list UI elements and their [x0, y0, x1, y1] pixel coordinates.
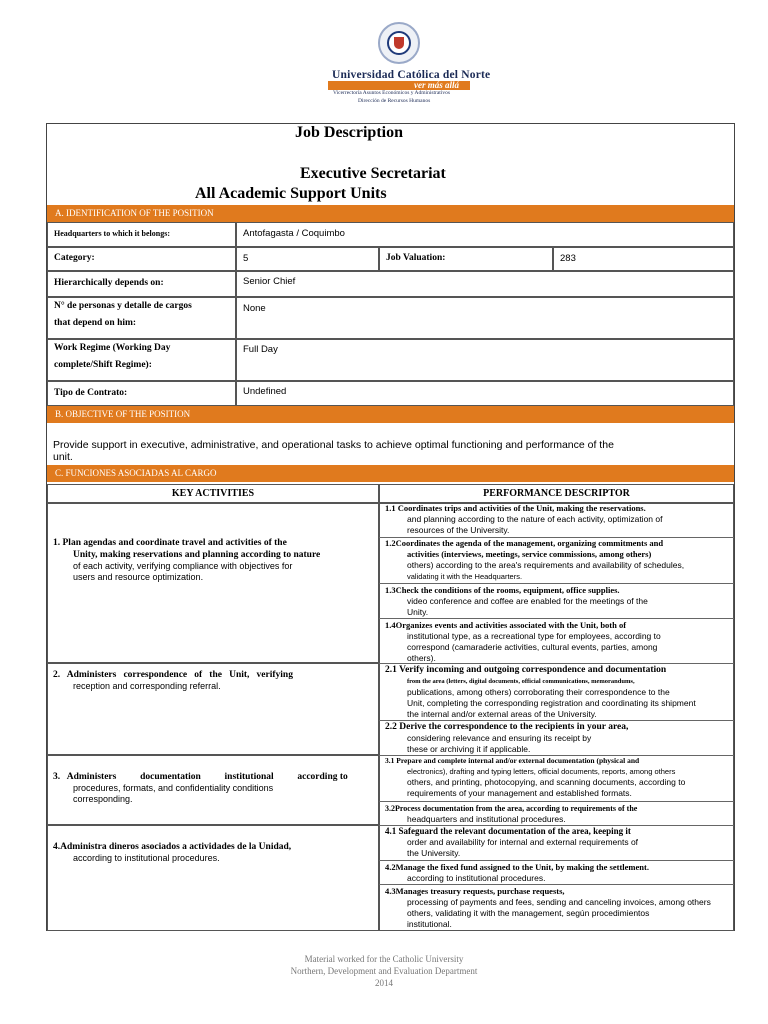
depends-label: Hierarchically depends on: — [54, 278, 164, 288]
descriptor-1-4-line-4: others). — [407, 653, 436, 663]
divider — [379, 720, 734, 721]
descriptor-2-1-line-4: Unit, completing the corresponding registration and coordinating its shipment — [407, 698, 696, 708]
descriptor-1-1-heading: 1.1 Coordinates trips and activities of the Unit, making the reservations. — [385, 503, 646, 513]
descriptor-3-2-heading: 3.2Process documentation from the area, according to requirements of the — [385, 804, 638, 813]
performance-header-cell — [379, 484, 734, 503]
activity-3-line-2: procedures, formats, and confidentiality conditions — [73, 783, 274, 793]
regime-value: Full Day — [243, 344, 278, 355]
section-a-header: A. IDENTIFICATION OF THE POSITION — [47, 205, 734, 222]
headquarters-value: Antofagasta / Coquimbo — [243, 228, 345, 239]
footer-line-2: Northern, Development and Evaluation Department — [290, 966, 478, 976]
persons-label-cell — [47, 297, 236, 339]
key-activities-header-cell — [47, 484, 379, 503]
divider — [379, 618, 734, 619]
activity-3-line-3: corresponding. — [73, 794, 133, 804]
objective-text-2: unit. — [53, 451, 73, 463]
section-c-header: C. FUNCIONES ASOCIADAS AL CARGO — [47, 465, 734, 482]
activity-1-line-4: users and resource optimization. — [73, 572, 204, 582]
descriptor-3-1 — [385, 756, 733, 799]
descriptor-1-3-heading: 1.3Check the conditions of the rooms, equipment, office supplies. — [385, 585, 620, 595]
descriptor-1-2-line-4: validating it with the Headquarters. — [407, 572, 523, 581]
university-name: Universidad Católica del Norte — [332, 69, 491, 81]
descriptor-3-2 — [385, 803, 733, 825]
descriptor-2-2-line-2: considering relevance and ensuring its receipt by — [407, 733, 592, 743]
descriptor-1-4-line-3: correspond (camaraderie activities, cultural events, parties, among — [407, 642, 658, 652]
descriptor-2-2 — [385, 722, 733, 755]
descriptor-2-1-line-2: from the area (letters, digital documents, official communications, memorandums, — [407, 678, 635, 685]
descriptor-4-1-line-3: the University. — [407, 848, 461, 858]
descriptor-4-2-heading: 4.2Manage the fixed fund assigned to the Unit, by making the settlement. — [385, 862, 649, 872]
activity-3 — [53, 771, 401, 805]
depends-label-cell — [47, 271, 236, 297]
descriptor-4-3-heading: 4.3Manages treasury requests, purchase requests, — [385, 886, 565, 896]
category-value: 5 — [243, 253, 249, 264]
regime-value-cell — [236, 339, 734, 381]
persons-label-2: that depend on him: — [54, 318, 137, 328]
divider — [379, 583, 734, 584]
headquarters-label: Headquarters to which it belongs: — [54, 229, 170, 238]
descriptor-3-1-line-2: electronics), drafting and typing letters, official documents, reports, among others — [407, 767, 676, 776]
descriptor-3-1-line-4: requirements of your management and established formats. — [407, 788, 632, 798]
descriptor-3-1-line-3: others, and printing, photocopying, and scanning documents, according to — [407, 777, 686, 787]
descriptor-1-1-line-2: and planning according to the nature of each activity, optimization of — [407, 514, 663, 524]
descriptor-1-4-heading: 1.4Organizes events and activities associated with the Unit, both of — [385, 620, 627, 630]
descriptor-4-1-line-2: order and availability for internal and external requirements of — [407, 837, 639, 847]
descriptor-1-4 — [385, 620, 733, 664]
activity-3-line-1: 3. Administers documentation institutional according to — [53, 772, 348, 782]
objective-text-1: Provide support in executive, administrative, and operational tasks to achieve optimal functioning and performance of the — [53, 439, 614, 451]
regime-label-cell — [47, 339, 236, 381]
job-valuation-value-cell — [553, 247, 734, 271]
activity-2-line-1: 2. Administers correspondence of the Unit, verifying — [53, 670, 293, 680]
descriptor-2-2-line-3: these or archiving it if applicable. — [407, 744, 531, 754]
divider — [379, 884, 734, 885]
descriptor-1-2-line-2: activities (interviews, meetings, service commissions, among others) — [407, 549, 652, 559]
activity-1 — [53, 537, 381, 583]
department-line-2: Dirección de Recursos Humanos — [358, 98, 431, 104]
depends-value-cell — [236, 271, 734, 297]
descriptor-1-2-heading-text: 1.2Coordinates the agenda of the management, organizing commitments and — [385, 538, 664, 548]
descriptor-4-3 — [385, 886, 733, 930]
descriptor-4-1-heading: 4.1 Safeguard the relevant documentation of the area, keeping it — [385, 826, 631, 836]
contract-value: Undefined — [243, 386, 287, 397]
activity-2-line-2: reception and corresponding referral. — [73, 681, 221, 691]
descriptor-1-1-line-3: resources of the University. — [407, 525, 510, 535]
doc-title: Job Description — [295, 124, 403, 141]
job-valuation-value: 283 — [560, 253, 576, 264]
position-scope: All Academic Support Units — [195, 185, 387, 202]
descriptor-1-3-line-2: video conference and coffee are enabled for the meetings of the — [407, 596, 648, 606]
activity-2 — [53, 669, 373, 692]
persons-value-cell — [236, 297, 734, 339]
activity-1-cell — [47, 503, 379, 663]
activity-1-line-2: Unity, making reservations and planning according to nature — [73, 550, 321, 560]
persons-value: None — [243, 303, 266, 314]
key-activities-header: KEY ACTIVITIES — [171, 488, 255, 499]
section-b-header: B. OBJECTIVE OF THE POSITION — [47, 406, 734, 423]
descriptor-4-2 — [385, 862, 733, 884]
divider — [379, 663, 734, 664]
descriptor-1-3-line-3: Unity. — [407, 607, 429, 617]
descriptor-3-2-line-2: headquarters and institutional procedures. — [407, 814, 566, 824]
activity-1-line-3: of each activity, verifying compliance with objectives for — [73, 561, 293, 571]
contract-value-cell — [236, 381, 734, 406]
footer-line-1: Material worked for the Catholic University — [304, 954, 464, 964]
descriptor-4-1 — [385, 826, 733, 859]
contract-label: Tipo de Contrato: — [54, 388, 128, 398]
descriptor-4-3-line-4: institutional. — [407, 919, 452, 929]
performance-header: PERFORMANCE DESCRIPTOR — [483, 488, 630, 499]
headquarters-label-cell — [47, 222, 236, 247]
descriptor-1-4-line-2: institutional type, as a recreational type for employees, according to — [407, 631, 661, 641]
descriptor-2-1-heading: 2.1 Verify incoming and outgoing correspondence and documentation — [385, 665, 667, 675]
job-valuation-label: Job Valuation: — [386, 253, 446, 263]
activity-4-line-2: according to institutional procedures. — [73, 853, 220, 863]
descriptor-2-1-line-3: publications, among others) corroborating their correspondence to the — [407, 687, 670, 697]
footer-year: 2014 — [375, 978, 393, 988]
regime-label-2: complete/Shift Regime): — [54, 360, 152, 370]
descriptor-1-3 — [385, 585, 733, 618]
job-valuation-label-cell — [379, 247, 553, 271]
descriptor-3-1-heading: 3.1 Prepare and complete internal and/or external documentation (physical and — [385, 756, 640, 765]
department-line-1: Vicerrectoría Asuntos Económicos y Administrativos — [333, 90, 450, 96]
regime-label-1: Work Regime (Working Day — [54, 343, 171, 353]
contract-label-cell — [47, 381, 236, 406]
descriptor-4-3-line-3: others, validating it with the management, según procedimientos — [407, 908, 650, 918]
category-label: Category: — [54, 253, 95, 263]
descriptor-4-2-line-2: according to institutional procedures. — [407, 873, 546, 883]
descriptor-2-1-line-5: the internal and/or external areas of the University. — [407, 709, 597, 719]
activity-4-line-1: 4.Administra dineros asociados a actividades de la Unidad, — [53, 842, 292, 852]
divider — [379, 801, 734, 802]
university-seal-icon — [378, 22, 420, 64]
category-label-cell — [47, 247, 236, 271]
depends-value: Senior Chief — [243, 276, 296, 287]
university-tagline: ver más allá — [414, 80, 459, 90]
descriptor-1-1 — [385, 503, 733, 536]
divider — [379, 860, 734, 861]
category-value-cell — [236, 247, 379, 271]
descriptor-2-1 — [385, 665, 733, 720]
position-title: Executive Secretariat — [300, 165, 446, 182]
descriptor-2-2-heading: 2.2 Derive the correspondence to the recipients in your area, — [385, 722, 629, 732]
activity-1-line-1: 1. Plan agendas and coordinate travel and activities of the — [53, 538, 287, 548]
persons-label-1: N° de personas y detalle de cargos — [54, 301, 192, 311]
descriptor-1-2 — [385, 538, 733, 582]
descriptor-1-2-line-3: others) according to the area's requirements and availability of schedules, — [407, 560, 685, 570]
headquarters-value-cell — [236, 222, 734, 247]
descriptor-4-3-line-2: processing of payments and fees, sending and canceling invoices, among others — [407, 897, 711, 907]
activity-4 — [53, 841, 373, 864]
